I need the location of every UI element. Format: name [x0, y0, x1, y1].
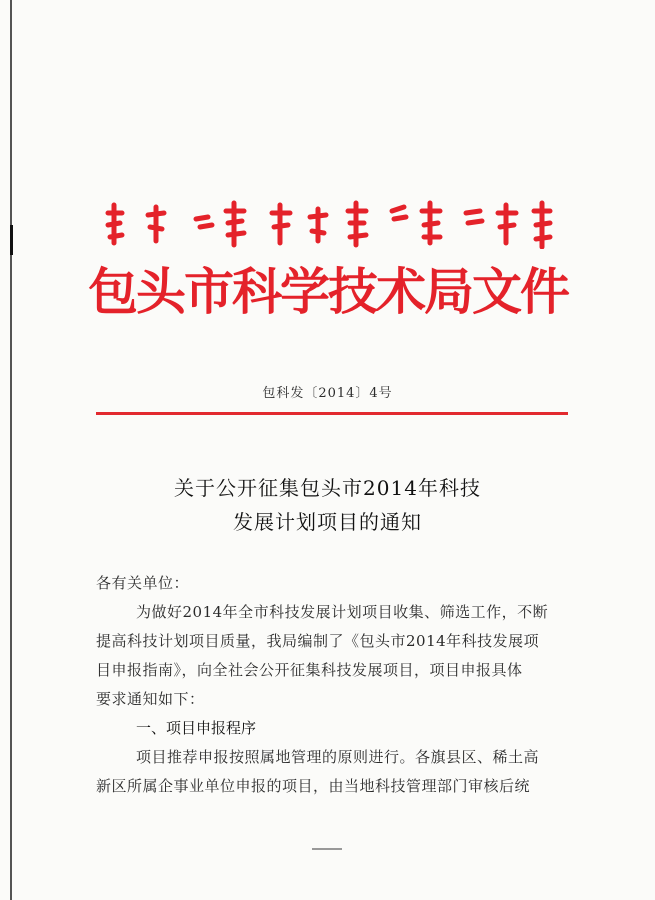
red-divider-rule: [96, 412, 568, 415]
document-number: 包科发〔2014〕4号: [262, 386, 393, 401]
page-footer-mark: [312, 848, 342, 850]
mongolian-script-header: [104, 193, 554, 249]
paragraph2-line1: 项目推荐申报按照属地管理的原则进行。各旗县区、稀土高: [136, 748, 540, 766]
scan-mark: [10, 225, 13, 255]
notice-heading-line1: 关于公开征集包头市2014年科技: [174, 476, 481, 500]
salutation: 各有关单位：: [96, 574, 190, 592]
paragraph1-line2: 提高科技计划项目质量，我局编制了《包头市2014年科技发展项: [96, 632, 540, 650]
paragraph2-line2: 新区所属企事业单位申报的项目，由当地科技管理部门审核后统: [96, 777, 531, 795]
notice-heading-line2: 发展计划项目的通知: [233, 510, 422, 534]
paragraph1-line4: 要求通知如下：: [96, 690, 205, 708]
document-title: 包头市科学技术局文件: [88, 263, 568, 321]
section1-title: 一、项目申报程序: [136, 719, 257, 737]
paragraph1-line1: 为做好2014年全市科技发展计划项目收集、筛选工作，不断: [136, 603, 549, 621]
paragraph1-line3: 目申报指南》，向全社会公开征集科技发展项目，项目申报具体: [96, 661, 523, 679]
scan-edge: [10, 0, 12, 900]
